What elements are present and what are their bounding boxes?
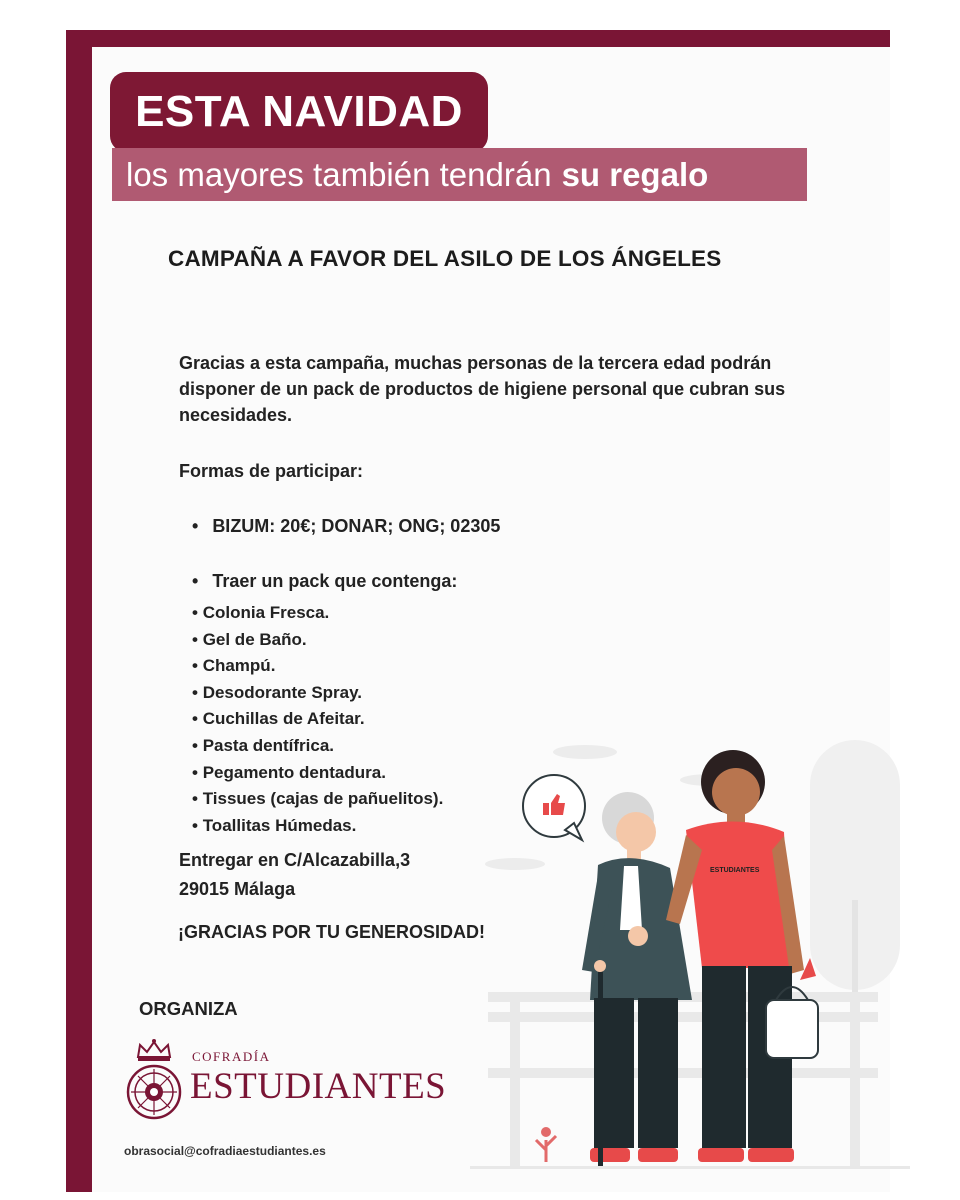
intro-paragraph: Gracias a esta campaña, muchas personas de la tercera edad podrán disponer de un pack de productos de higiene personal que cubran sus necesidades. [179,353,786,425]
list-item: • Tissues (cajas de pañuelitos). [192,786,443,813]
pack-items-list [192,600,443,839]
thanks-message: ¡GRACIAS POR TU GENEROSIDAD! [178,922,486,942]
list-item: • Desodorante Spray. [192,680,443,707]
option-pack-text: Traer un pack que contenga: [212,571,458,591]
crown-icon [138,1039,170,1061]
cloud-shape [553,745,617,759]
emblem-icon [122,1037,186,1122]
list-item: • Pasta dentífrica. [192,733,443,760]
subline-banner [112,148,807,201]
option-bizum [192,516,500,537]
subline-bold: su regalo [561,155,709,193]
address-line-2: 29015 Málaga [179,879,296,899]
address-line-1: Entregar en C/Alcazabilla,3 [179,850,411,870]
headline-text: ESTA NAVIDAD [135,87,463,136]
cofradia-logo [122,1037,452,1122]
participate-label: Formas de participar: [179,461,364,481]
shirt-text: ESTUDIANTES [710,867,760,874]
campaign-title: CAMPAÑA A FAVOR DEL ASILO DE LOS ÁNGELES [168,246,722,271]
list-item: • Pegamento dentadura. [192,760,443,787]
headline-banner [110,72,488,152]
volunteer-illustration [470,700,910,1180]
cloud-shape [485,858,545,870]
option-pack [192,571,457,592]
logo-cofradia-text: COFRADÍA [192,1049,271,1064]
thumbs-up-icon [523,775,585,840]
organiza-label: ORGANIZA [139,998,238,1019]
volunteer-person [666,750,818,1162]
list-item: • Toallitas Húmedas. [192,813,443,840]
bullet-icon: • [192,571,199,591]
delivery-address [179,846,410,904]
list-item: • Colonia Fresca. [192,600,443,627]
contact-email: obrasocial@cofradiaestudiantes.es [124,1144,326,1158]
bullet-icon: • [192,516,199,536]
logo-estudiantes-text: ESTUDIANTES [190,1066,447,1107]
frame-left-border [66,30,92,1192]
list-item: • Champú. [192,653,443,680]
frame-top-border [66,30,890,47]
elderly-woman [582,792,692,1166]
list-item: • Cuchillas de Afeitar. [192,706,443,733]
list-item: • Gel de Baño. [192,627,443,654]
option-bizum-text: BIZUM: 20€; DONAR; ONG; 02305 [212,516,501,536]
subline-regular: los mayores también tendrán [126,155,552,193]
